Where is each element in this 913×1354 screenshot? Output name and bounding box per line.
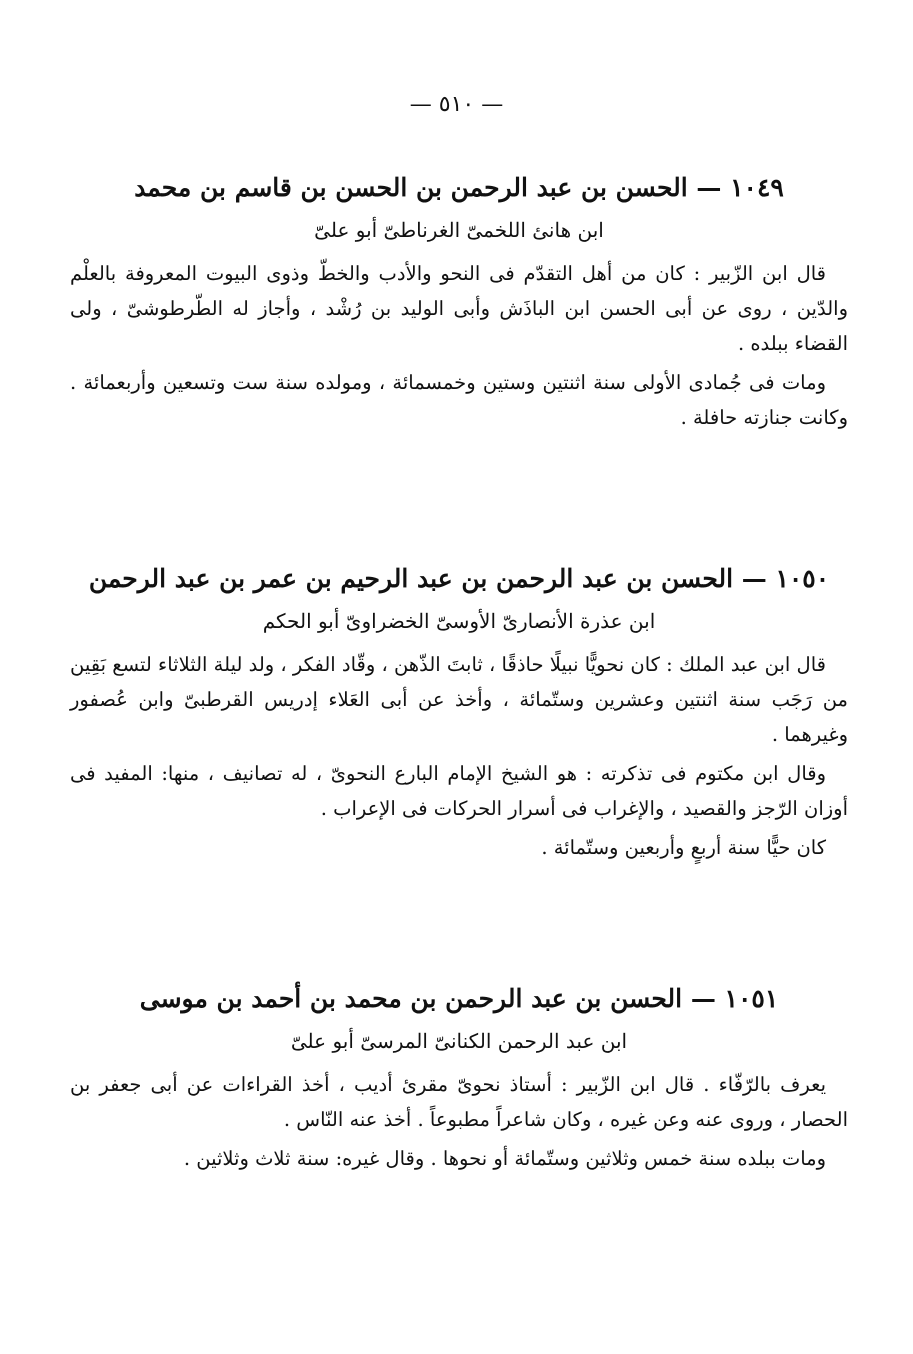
- entry-title: ١٠٤٩ — الحسن بن عبد الرحمن بن الحسن بن قاسم بن محمد: [134, 173, 784, 202]
- entry-body: [70, 256, 848, 435]
- page-number: — ٥١٠ —: [409, 92, 504, 117]
- entry-paragraph: قال ابن عبد الملك : كان نحويًّا نبيلًا حاذقًا ، ثابتَ الذّهن ، وقّاد الفكر ، ولد ليلة الثلاثاء لتسع بَقِين من رَجَب سنة اثنتين وعشرين وستّمائة ، وأخذ عن أبى العَلاء إدريس القرطبىّ وابن عُصفور وغيرهما .: [70, 653, 848, 746]
- entry-title: ١٠٥٠ — الحسن بن عبد الرحمن بن عبد الرحيم بن عمر بن عبد الرحمن: [88, 564, 830, 593]
- biography-entry-1049: [70, 166, 848, 435]
- entry-body: [70, 1067, 848, 1176]
- entry-paragraph: وقال ابن مكتوم فى تذكرته : هو الشيخ الإمام البارع النحوىّ ، له تصانيف ، منها: المفيد فى أوزان الرّجز والقصيد ، والإغراب فى أسرار الحركات فى الإعراب .: [70, 762, 848, 820]
- entry-subtitle: ابن عذرة الأنصارىّ الأوسىّ الخضراوىّ أبو الحكم: [262, 609, 656, 633]
- entry-subtitle: ابن هانئ اللخمىّ الغرناطىّ أبو علىّ: [314, 218, 604, 242]
- entry-body: [70, 647, 848, 865]
- entry-title: ١٠٥١ — الحسن بن عبد الرحمن بن محمد بن أحمد بن موسى: [139, 984, 779, 1013]
- entry-subtitle: ابن عبد الرحمن الكنانىّ المرسىّ أبو علىّ: [290, 1029, 628, 1053]
- entry-paragraph: ومات فى جُمادى الأولى سنة اثنتين وستين وخمسمائة ، ومولده سنة ست وتسعين وأربعمائة . وكانت جنازته حافلة .: [70, 371, 848, 429]
- biography-entry-1050: [70, 557, 848, 865]
- entry-paragraph: كان حيًّا سنة أربعٍ وأربعين وستّمائة .: [541, 836, 826, 859]
- entry-paragraph: قال ابن الزّبير : كان من أهل التقدّم فى النحو والأدب والخطّ وذوى البيوت المعروفة بالعلْم والدّين ، روى عن أبى الحسن ابن الباذَش وأبى الوليد بن رُشْد ، وأجاز له الطّرطوشىّ ، ولى القضاء ببلده .: [70, 262, 848, 355]
- biography-entry-1051: [70, 977, 848, 1176]
- entry-paragraph: يعرف بالرّفّاء . قال ابن الزّبير : أستاذ نحوىّ مقرئ أديب ، أخذ القراءات عن أبى جعفر بن الحصار ، وروى عنه وعن غيره ، وكان شاعراً مطبوعاً . أخذ عنه النّاس .: [70, 1073, 848, 1131]
- entry-paragraph: ومات ببلده سنة خمس وثلاثين وستّمائة أو نحوها . وقال غيره: سنة ثلاث وثلاثين .: [183, 1147, 826, 1170]
